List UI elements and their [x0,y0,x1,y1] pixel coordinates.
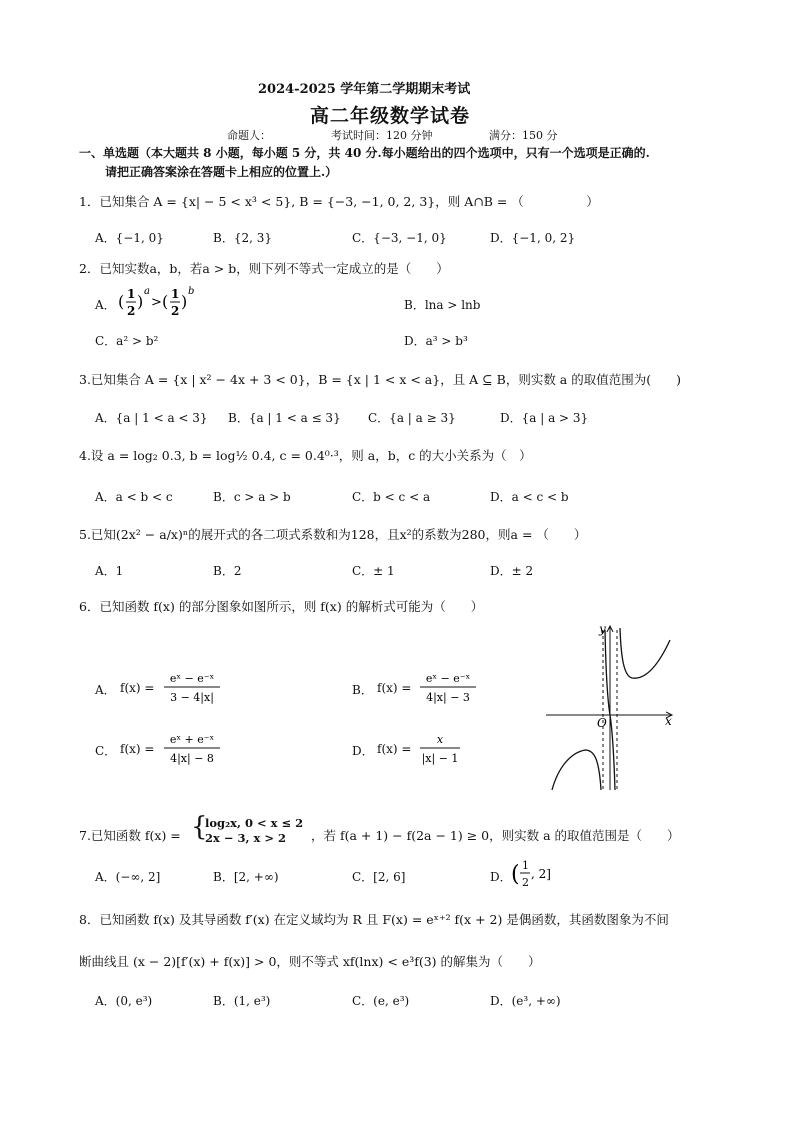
section-heading-line1: 一、单选题（本大题共 8 小题，每小题 5 分，共 40 分.每小题给出的四个选项中，只有一个选项是正确的. [79,146,650,160]
question-8-stem-line2: 断曲线且 (x − 2)[f′(x) + f(x)] > 0，则不等式 xf(lnx) < e³f(3) 的解集为（ ） [79,954,541,969]
svg-text:>: > [151,295,162,310]
q6-option-d-fx: f(x) = [377,742,412,756]
q2-option-b: B．lna > lnb [404,298,481,312]
q1-option-c: C．{−3, −1, 0} [352,231,447,245]
question-6-stem: 6．已知函数 f(x) 的部分图象如图所示，则 f(x) 的解析式可能为（ ） [79,599,484,614]
svg-text:eˣ + e⁻ˣ: eˣ + e⁻ˣ [169,733,215,746]
q2-option-a-formula [118,284,198,324]
svg-text:1: 1 [171,287,180,301]
svg-text:2: 2 [127,304,136,318]
q4-option-d: D．a < c < b [490,490,569,504]
svg-text:(: ( [511,862,520,887]
svg-text:(: ( [162,292,169,311]
q5-option-c: C．± 1 [352,564,395,578]
q3-option-d: D．{a | a > 3} [500,411,589,425]
graph-y-label: y [599,622,606,636]
q7-option-a: A．(−∞, 2] [95,870,161,884]
q1-option-b: B．{2, 3} [213,231,272,245]
svg-text:4|x| − 8: 4|x| − 8 [170,752,214,765]
question-2-stem: 2．已知实数a，b，若a > b，则下列不等式一定成立的是（ ） [79,261,449,276]
svg-text:): ) [137,292,144,311]
q2-option-d: D．a³ > b³ [404,334,468,348]
q1-option-a: A．{−1, 0} [95,231,164,245]
full-score: 满分：150 分 [489,129,558,142]
piecewise-brace: { [191,812,208,842]
q8-option-b: B．(1, e³) [213,994,271,1008]
svg-text:2: 2 [171,304,180,318]
question-7-stem-pre: 7.已知函数 f(x) = [79,828,181,843]
svg-text:|x| − 1: |x| − 1 [421,752,459,765]
exam-time: 考试时间：120 分钟 [331,129,433,142]
q7-option-b: B．[2, +∞) [213,870,279,884]
question-5-stem: 5.已知(2x² − a/x)ⁿ的展开式的各二项式系数和为128，且x²的系数为280，则a = （ ） [79,527,587,542]
svg-text:x: x [436,733,444,746]
svg-text:eˣ − e⁻ˣ: eˣ − e⁻ˣ [425,672,471,685]
q2-option-a: A． [95,298,116,312]
q6-option-c-label: C． [95,744,117,758]
svg-text:4|x| − 3: 4|x| − 3 [426,691,470,704]
svg-text:b: b [188,286,195,297]
question-4-stem: 4.设 a = log₂ 0.3, b = log½ 0.4, c = 0.4⁰·³，则 a，b，c 的大小关系为（ ） [79,448,532,463]
setter-label: 命题人： [227,129,271,142]
q6-option-d-label: D． [352,744,374,758]
q2-option-c: C．a² > b² [95,334,159,348]
question-1-stem: 1．已知集合 A = {x| − 5 < x³ < 5}, B = {−3, −1, 0, 2, 3}，则 A∩B = （ ） [79,194,599,209]
q6-option-c-fx: f(x) = [120,742,155,756]
q5-option-a: A．1 [95,564,124,578]
svg-text:eˣ − e⁻ˣ: eˣ − e⁻ˣ [169,672,215,685]
piecewise-case-2: 2x − 3, x > 2 [205,831,287,845]
svg-text:1: 1 [522,859,529,872]
q6-option-d-fraction [418,729,462,769]
q3-option-a: A．{a | 1 < a < 3} [95,411,208,425]
q7-option-d-interval [511,857,557,893]
paper-title: 高二年级数学试卷 [310,105,471,127]
question-3-stem: 3.已知集合 A = {x | x² − 4x + 3 < 0}，B = {x | 1 < x < a}，且 A ⊆ B，则实数 a 的取值范围为( ) [79,372,681,387]
svg-text:a: a [144,286,150,297]
section-heading-line2: 请把正确答案涂在答题卡上相应的位置上.） [105,165,338,179]
q8-option-c: C．(e, e³) [352,994,410,1008]
q7-option-d-label: D． [490,870,512,884]
svg-text:2: 2 [522,876,529,889]
q6-option-a-label: A． [95,683,116,697]
q6-option-b-fraction [418,668,478,708]
q3-option-c: C．{a | a ≥ 3} [368,411,456,425]
q8-option-d: D．(e³, +∞) [490,994,561,1008]
svg-text:, 2]: , 2] [531,867,551,881]
curve-right-branch [620,628,670,678]
q6-option-c-fraction [162,729,222,769]
q1-option-d: D．{−1, 0, 2} [490,231,576,245]
exam-title: 2024-2025 学年第二学期期末考试 [258,82,471,97]
q6-option-b-label: B． [352,683,373,697]
question-7-stem-post: ，若 f(a + 1) − f(2a − 1) ≥ 0，则实数 a 的取值范围是（ ） [311,828,680,843]
curve-left-branch [552,750,601,790]
q8-option-a: A．(0, e³) [95,994,153,1008]
q4-option-b: B．c > a > b [213,490,291,504]
question-8-stem-line1: 8．已知函数 f(x) 及其导函数 f′(x) 在定义域均为 R 且 F(x) = eˣ⁺² f(x + 2) 是偶函数，其函数图象为不间 [79,912,669,927]
svg-text:3 − 4|x|: 3 − 4|x| [170,691,214,704]
q4-option-a: A．a < b < c [95,490,173,504]
graph-origin-label: O [597,716,607,730]
q7-option-c: C．[2, 6] [352,870,406,884]
q5-option-d: D．± 2 [490,564,534,578]
svg-text:(: ( [118,292,125,311]
q6-option-a-fraction [162,668,222,708]
q6-option-a-fx: f(x) = [120,681,155,695]
svg-text:1: 1 [127,287,136,301]
q3-option-b: B．{a | 1 < a ≤ 3} [228,411,341,425]
q5-option-b: B．2 [213,564,242,578]
q4-option-c: C．b < c < a [352,490,431,504]
graph-x-label: x [665,714,672,728]
svg-text:): ) [181,292,188,311]
q6-function-graph [540,618,685,796]
q6-option-b-fx: f(x) = [377,681,412,695]
piecewise-case-1: log₂x, 0 < x ≤ 2 [205,816,304,830]
